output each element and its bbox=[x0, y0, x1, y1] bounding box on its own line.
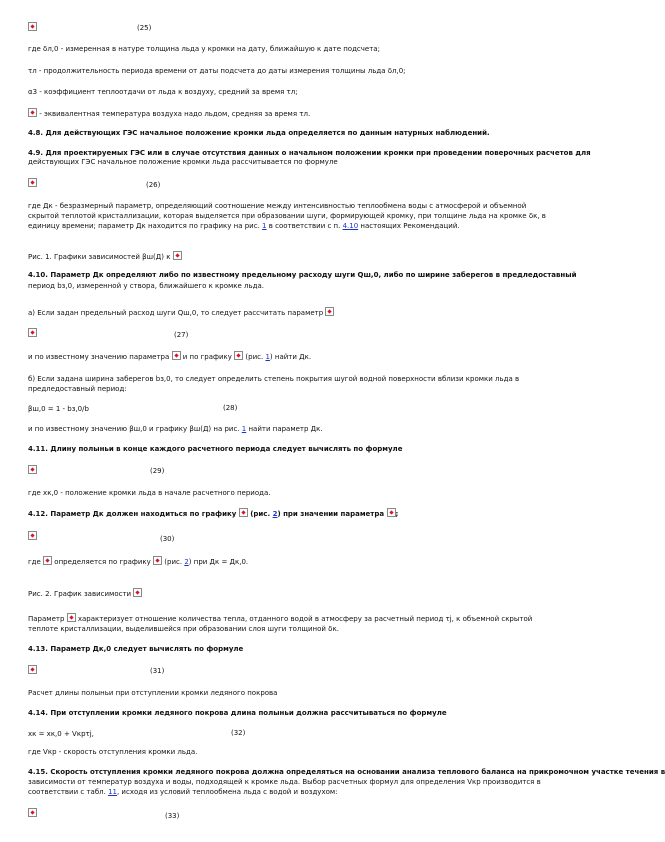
paragraph: Параметр характеризует отношение количества тепла, отданного водой в атмосферу за расчетный период τj, к объемной скрытой bbox=[28, 615, 533, 623]
broken-image-icon bbox=[133, 588, 142, 597]
equation-number: (29) bbox=[150, 467, 165, 475]
formula: хк = хк,0 + Vкрτj, bbox=[28, 730, 94, 738]
figure-link[interactable]: 2 bbox=[272, 510, 278, 518]
figure-caption: Рис. 2. График зависимости bbox=[28, 588, 142, 599]
paragraph: теплоте кристаллизации, выделившейся при образовании слоя шуги толщиной δк. bbox=[28, 625, 339, 633]
paragraph: где Дк - безразмерный параметр, определяющий соотношение между интенсивностью теплообмена воды с атмосферой и объемной bbox=[28, 202, 527, 210]
paragraph: - эквивалентная температура воздуха надо льдом, средняя за время τл. bbox=[28, 108, 310, 119]
broken-image-icon bbox=[173, 251, 182, 260]
paragraph: α3 - коэффициент теплоотдачи от льда к воздуху, средний за время τл; bbox=[28, 88, 298, 96]
figure-caption: Рис. 1. Графики зависимостей βш(Д) к bbox=[28, 251, 182, 262]
paragraph: и по известному значению βш,0 и графику βш(Д) на рис. 1 найти параметр Дк. bbox=[28, 425, 323, 433]
paragraph: единицу времени; параметр Дк находится по графику на рис. 1 в соответствии с п. 4.10 настоящих Рекомендаций. bbox=[28, 222, 460, 230]
section-4-14: 4.14. При отступлении кромки ледяного покрова длина полыньи должна рассчитываться по формуле bbox=[28, 709, 447, 717]
paragraph: зависимости от температур воздуха и воды, подходящей к кромке льда. Выбор расчетных формул для определения Vкр производится в bbox=[28, 778, 541, 786]
section-4-15: 4.15. Скорость отступления кромки ледяного покрова должна определяться на основании анализа теплового баланса на прикромочном участке течения в bbox=[28, 768, 665, 776]
paragraph: и по известному значению параметра и по графику (рис. 1) найти Дк. bbox=[28, 353, 312, 361]
broken-image-icon bbox=[239, 508, 248, 517]
section-link[interactable]: 4.10 bbox=[342, 222, 359, 230]
broken-image-icon bbox=[28, 465, 37, 474]
broken-image-icon bbox=[28, 178, 37, 187]
broken-image-icon bbox=[28, 665, 37, 674]
paragraph: где хк,0 - положение кромки льда в начале расчетного периода. bbox=[28, 489, 271, 497]
formula: βш,0 = 1 - bз,0/b bbox=[28, 405, 89, 413]
paragraph: предледоставный период: bbox=[28, 385, 127, 393]
equation-number: (31) bbox=[150, 667, 165, 675]
equation-number: (27) bbox=[174, 331, 189, 339]
broken-image-icon bbox=[43, 556, 52, 565]
equation-number: (33) bbox=[165, 812, 180, 820]
broken-image-icon bbox=[234, 351, 243, 360]
broken-image-icon bbox=[28, 328, 37, 337]
table-link[interactable]: 11 bbox=[108, 788, 117, 796]
section-4-9: 4.9. Для проектируемых ГЭС или в случае отсутствия данных о начальном положении кромки при проведении поверочных расчетов для bbox=[28, 149, 591, 157]
broken-image-icon bbox=[325, 307, 334, 316]
paragraph: период bз,0, измеренной у створа, ближайшего к кромке льда. bbox=[28, 282, 265, 290]
figure-link[interactable]: 1 bbox=[262, 222, 267, 230]
equation-number: (28) bbox=[223, 404, 238, 412]
paragraph: соответствии с табл. 11, исходя из условий теплообмена льда с водой и воздухом: bbox=[28, 788, 338, 796]
paragraph: где δл,0 - измеренная в натуре толщина льда у кромки на дату, ближайшую к дате подсчета; bbox=[28, 45, 380, 53]
section-4-13: 4.13. Параметр Дк,0 следует вычислять по формуле bbox=[28, 645, 244, 653]
section-4-10: 4.10. Параметр Дк определяют либо по известному предельному расходу шуги Qш,0, либо по ширине заберегов в предледоставный bbox=[28, 271, 577, 279]
paragraph: а) Если задан предельный расход шуги Qш,0, то следует рассчитать параметр bbox=[28, 307, 334, 318]
paragraph: τл - продолжительность периода времени от даты подсчета до даты измерения толщины льда δл,0; bbox=[28, 67, 406, 75]
figure-link[interactable]: 2 bbox=[184, 558, 189, 566]
figure-link[interactable]: 1 bbox=[241, 425, 247, 433]
broken-image-icon bbox=[172, 351, 181, 360]
paragraph: где определяется по графику (рис. 2) при Дк = Дк,0. bbox=[28, 558, 249, 566]
broken-image-icon bbox=[153, 556, 162, 565]
broken-image-icon bbox=[28, 22, 37, 31]
equation-number: (26) bbox=[146, 181, 161, 189]
broken-image-icon bbox=[28, 531, 37, 540]
broken-image-icon bbox=[67, 613, 76, 622]
section-4-12: 4.12. Параметр Дк должен находиться по графику (рис. 2) при значении параметра ; bbox=[28, 510, 399, 518]
equation-number: (25) bbox=[137, 24, 152, 32]
broken-image-icon bbox=[387, 508, 396, 517]
subheading: Расчет длины полыньи при отступлении кромки ледяного покрова bbox=[28, 689, 278, 697]
section-4-11: 4.11. Длину полыньи в конце каждого расчетного периода следует вычислять по формуле bbox=[28, 445, 403, 453]
section-4-8: 4.8. Для действующих ГЭС начальное положение кромки льда определяется по данным натурных наблюдений. bbox=[28, 129, 490, 137]
equation-number: (30) bbox=[160, 535, 175, 543]
paragraph: действующих ГЭС начальное положение кромки льда рассчитывается по формуле bbox=[28, 158, 338, 166]
broken-image-icon bbox=[28, 108, 37, 117]
figure-link[interactable]: 1 bbox=[265, 353, 270, 361]
paragraph: где Vкр - скорость отступления кромки льда. bbox=[28, 748, 198, 756]
paragraph: скрытой теплотой кристаллизации, которая выделяется при образовании шуги, формирующей кромку, при толщине льда на кромке δк, в bbox=[28, 212, 546, 220]
paragraph: б) Если задана ширина заберегов bз,0, то следует определить степень покрытия шугой водной поверхности вблизи кромки льда в bbox=[28, 375, 520, 383]
broken-image-icon bbox=[28, 808, 37, 817]
equation-number: (32) bbox=[231, 729, 246, 737]
